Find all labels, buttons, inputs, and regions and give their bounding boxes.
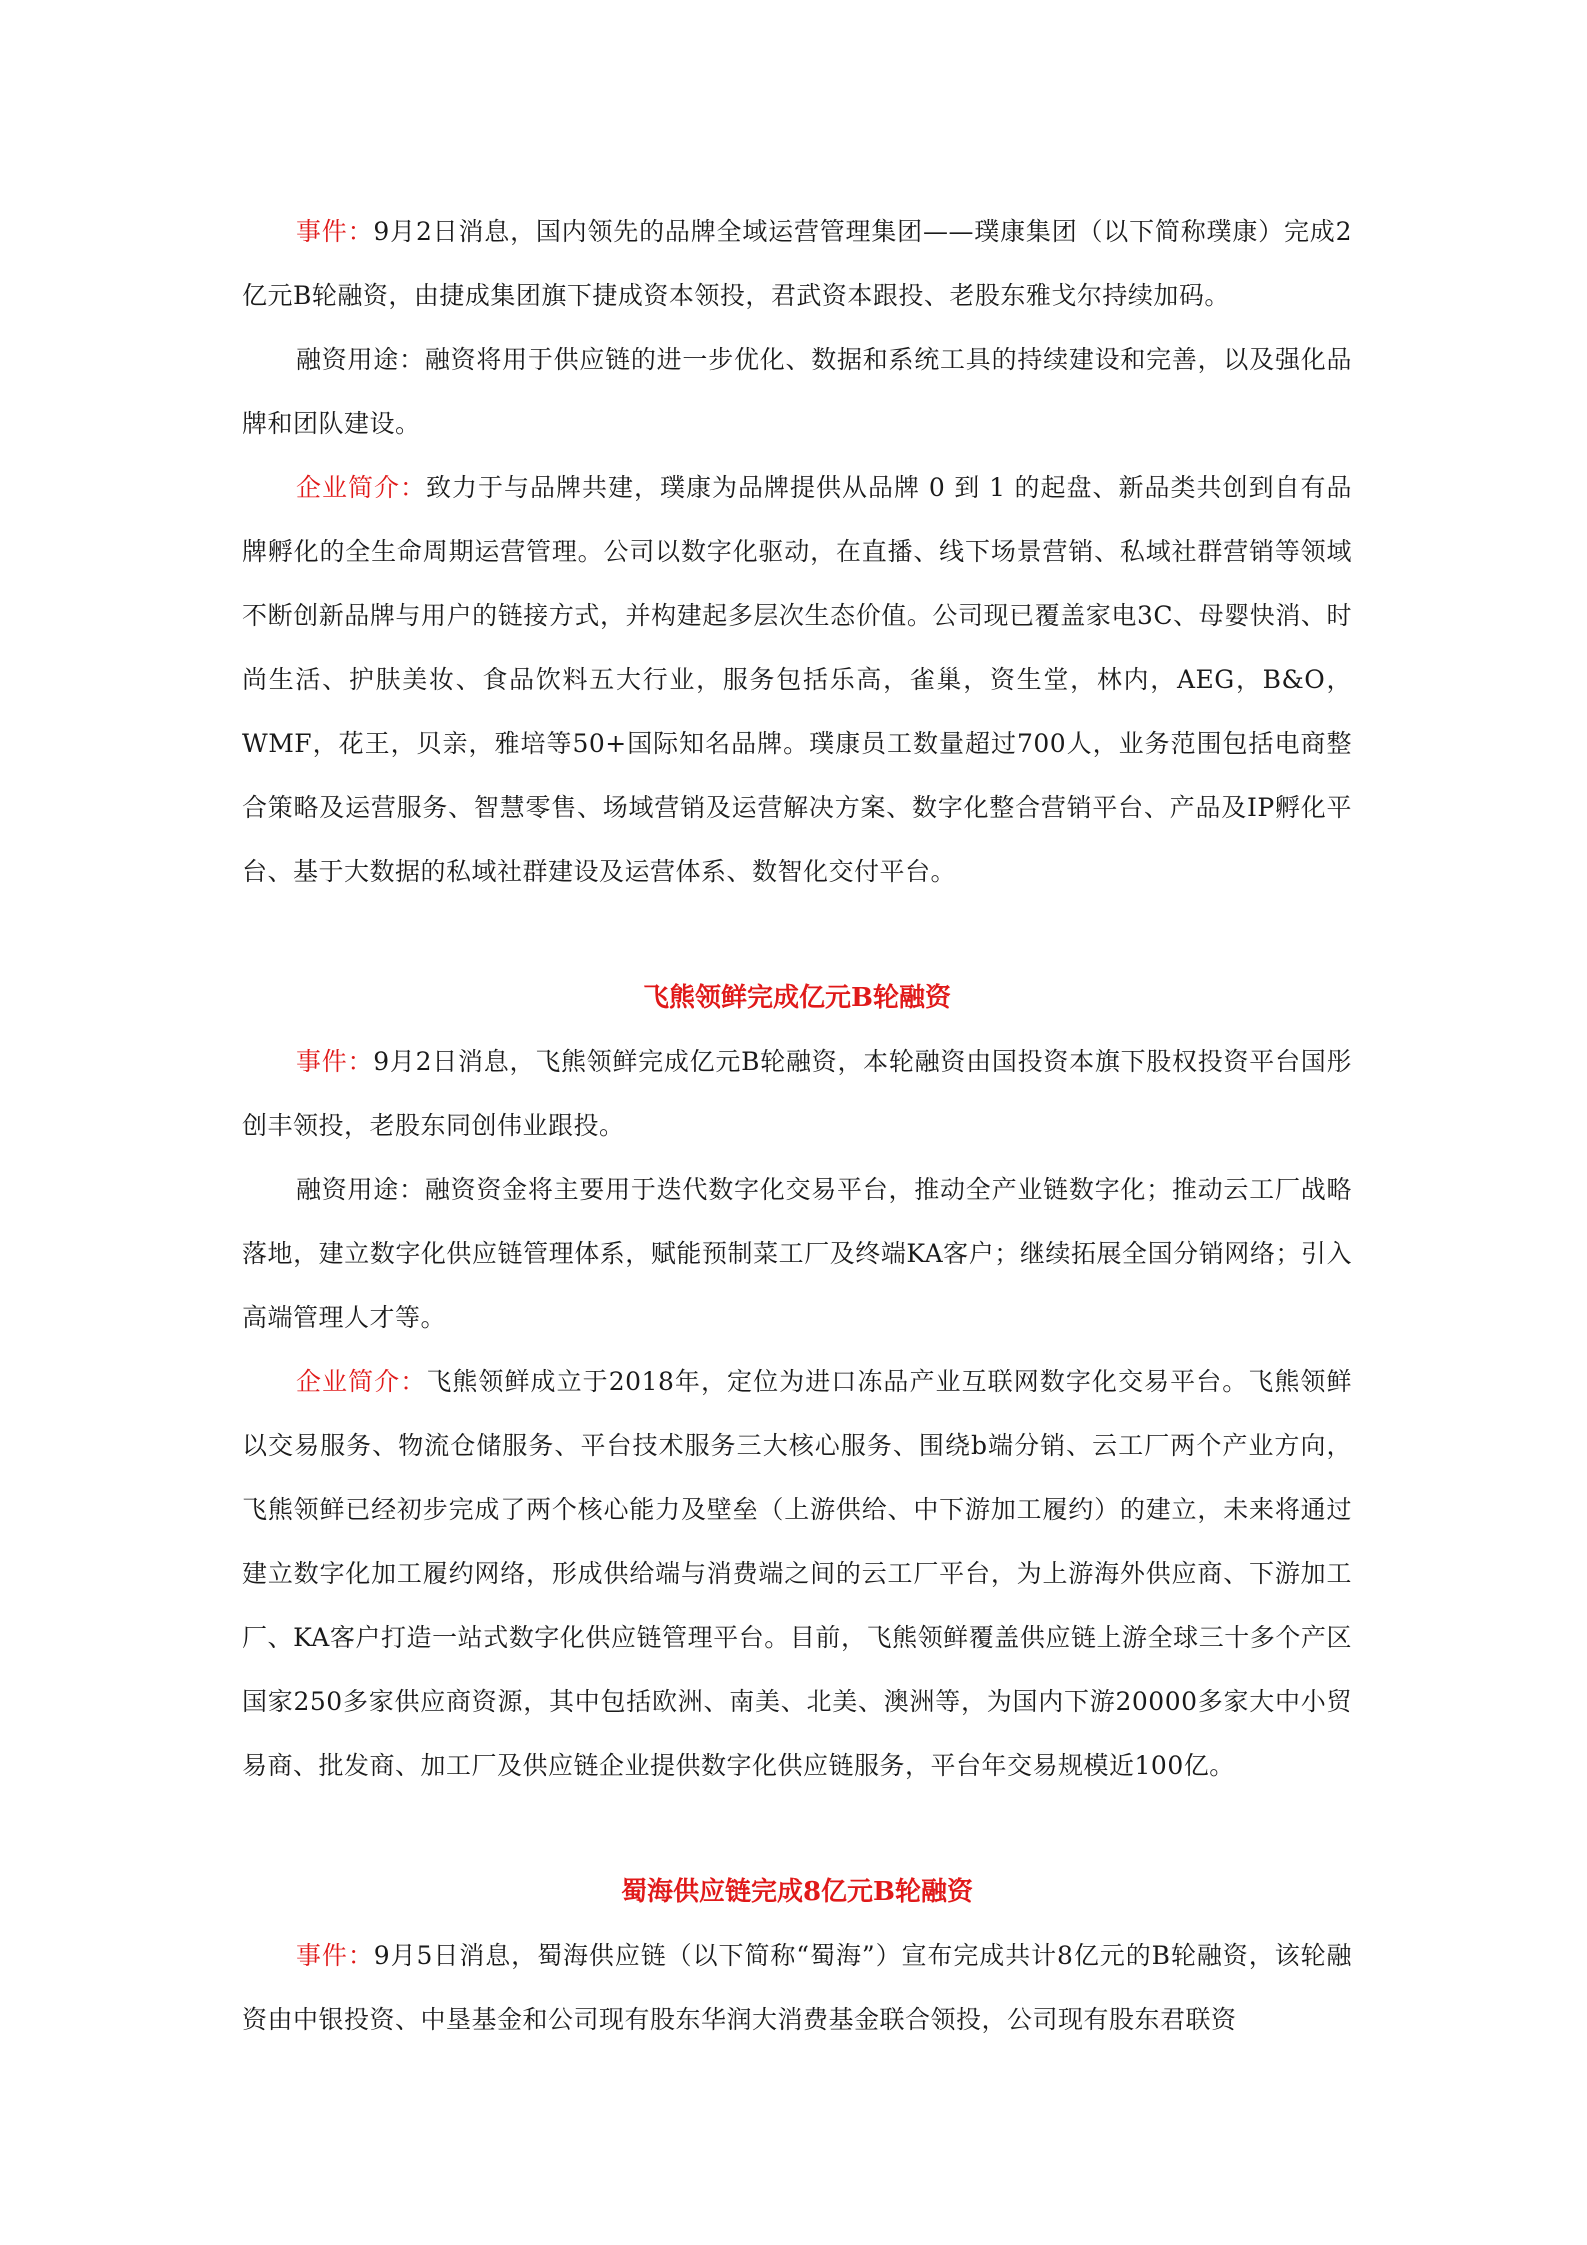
section-heading-2: 飞熊领鲜完成亿元B轮融资 xyxy=(643,983,951,1013)
use-label: 融资用途： xyxy=(296,345,425,374)
use-text: 融资将用于供应链的进一步优化、数据和系统工具的持续建设和完善，以及强化品牌和团队建设。 xyxy=(242,345,1352,438)
intro-label: 企业简介： xyxy=(296,473,426,502)
event-paragraph-3 xyxy=(242,1924,1352,2052)
event-label: 事件： xyxy=(296,1047,374,1076)
document-page xyxy=(242,200,1352,2052)
section-heading-3: 蜀海供应链完成8亿元B轮融资 xyxy=(620,1877,974,1907)
event-text: 9月5日消息，蜀海供应链（以下简称“蜀海”）宣布完成共计8亿元的B轮融资，该轮融资由中银投资、中垦基金和公司现有股东华润大消费基金联合领投，公司现有股东君联资 xyxy=(242,1941,1352,2034)
intro-label: 企业简介： xyxy=(296,1367,427,1396)
use-label: 融资用途： xyxy=(296,1175,425,1204)
event-label: 事件： xyxy=(296,217,374,246)
intro-paragraph-1 xyxy=(242,456,1352,904)
event-paragraph-2 xyxy=(242,1030,1352,1158)
event-text: 9月2日消息，国内领先的品牌全域运营管理集团——璞康集团（以下简称璞康）完成2亿元B轮融资，由捷成集团旗下捷成资本领投，君武资本跟投、老股东雅戈尔持续加码。 xyxy=(242,217,1352,310)
use-paragraph-1 xyxy=(242,328,1352,456)
event-label: 事件： xyxy=(296,1941,374,1970)
use-text: 融资资金将主要用于迭代数字化交易平台，推动全产业链数字化；推动云工厂战略落地，建立数字化供应链管理体系，赋能预制菜工厂及终端KA客户；继续拓展全国分销网络；引入高端管理人才等。 xyxy=(242,1175,1352,1332)
event-paragraph-1 xyxy=(242,200,1352,328)
use-paragraph-2 xyxy=(242,1158,1352,1350)
event-text: 9月2日消息，飞熊领鲜完成亿元B轮融资，本轮融资由国投资本旗下股权投资平台国彤创丰领投，老股东同创伟业跟投。 xyxy=(242,1047,1352,1140)
intro-text: 飞熊领鲜成立于2018年，定位为进口冻品产业互联网数字化交易平台。飞熊领鲜以交易服务、物流仓储服务、平台技术服务三大核心服务、围绕b端分销、云工厂两个产业方向，飞熊领鲜已经初步完成了两个核心能力及壁垒（上游供给、中下游加工履约）的建立，未来将通过建立数字化加工履约网络，形成供给端与消费端之间的云工厂平台，为上游海外供应商、下游加工厂、KA客户打造一站式数字化供应链管理平台。目前，飞熊领鲜覆盖供应链上游全球三十多个产区国家250多家供应商资源，其中包括欧洲、南美、北美、澳洲等，为国内下游20000多家大中小贸易商、批发商、加工厂及供应链企业提供数字化供应链服务，平台年交易规模近100亿。 xyxy=(242,1367,1352,1780)
intro-text: 致力于与品牌共建，璞康为品牌提供从品牌 0 到 1 的起盘、新品类共创到自有品牌孵化的全生命周期运营管理。公司以数字化驱动，在直播、线下场景营销、私域社群营销等领域不断创新品牌与用户的链接方式，并构建起多层次生态价值。公司现已覆盖家电3C、母婴快消、时尚生活、护肤美妆、食品饮料五大行业，服务包括乐高，雀巢，资生堂，林内，AEG，B&O，WMF，花王，贝亲，雅培等50+国际知名品牌。璞康员工数量超过700人，业务范围包括电商整合策略及运营服务、智慧零售、场域营销及运营解决方案、数字化整合营销平台、产品及IP孵化平台、基于大数据的私域社群建设及运营体系、数智化交付平台。 xyxy=(242,473,1352,886)
intro-paragraph-2 xyxy=(242,1350,1352,1798)
